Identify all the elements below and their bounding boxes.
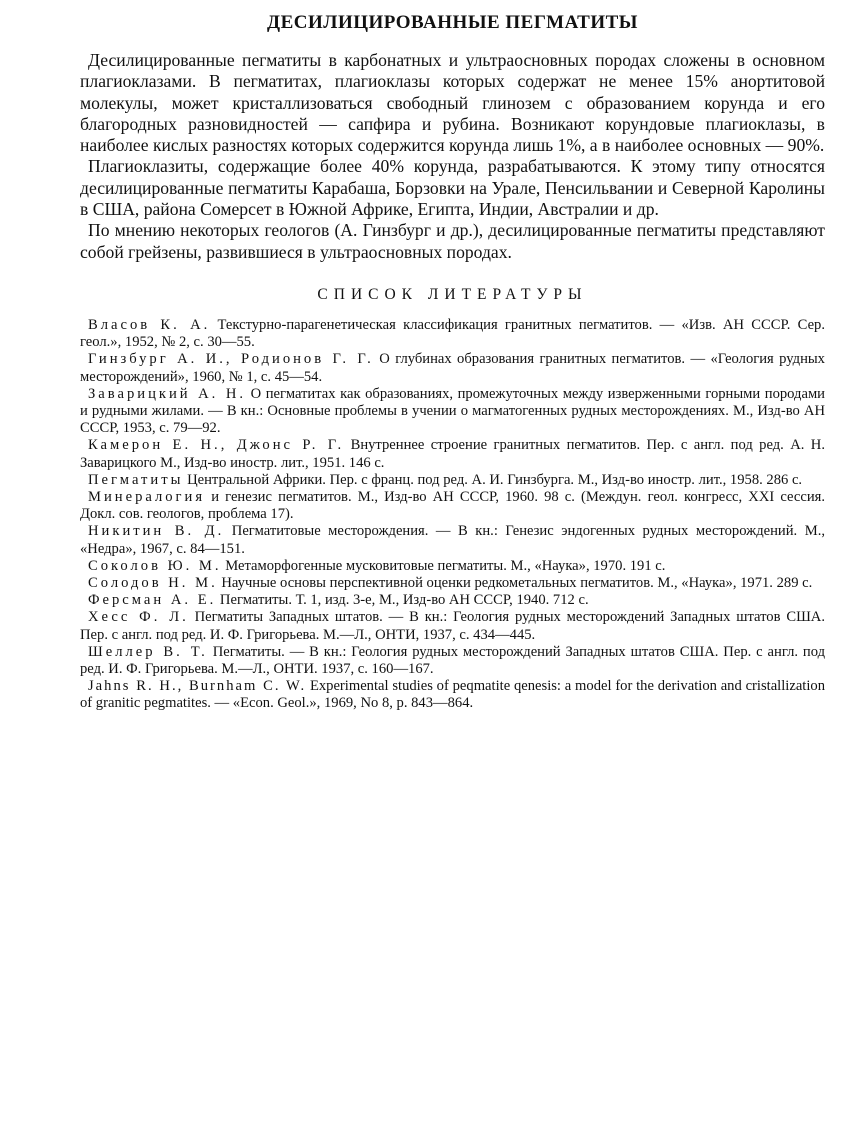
reference-author: Камерон Е. Н., Джонс Р. Г.	[88, 437, 345, 454]
reference-item	[80, 472, 825, 489]
reference-author: Шеллер В. Т.	[88, 643, 208, 660]
reference-item	[80, 592, 825, 609]
reference-item	[80, 489, 825, 523]
reference-text: Пегматиты. Т. 1, изд. 3-е, М., Изд-во АН СССР, 1940. 712 с.	[219, 592, 589, 609]
reference-author: Власов К. А.	[88, 316, 211, 333]
reference-text: О пегматитах как образованиях, промежуточных между изверженными горными породами и рудными жилами. — В кн.: Основные проблемы в учении о магматогенных рудных месторождениях. М., Изд-во АН СССР, 1953, с. 79—92.	[80, 385, 825, 437]
reference-author: Пегматиты	[88, 471, 184, 488]
reference-text: и генезис пегматитов. М., Изд-во АН СССР, 1960. 98 с. (Междун. геол. конгресс, XXI сессия. Докл. сов. геологов, проблема 17).	[80, 489, 825, 523]
reference-author: Никитин В. Д.	[88, 523, 225, 540]
page	[80, 10, 825, 713]
reference-item	[80, 523, 825, 557]
reference-text: Пегматитовые месторождения. — В кн.: Генезис эндогенных рудных месторождений. М., «Недра», 1967, с. 84—151.	[80, 523, 825, 557]
paragraph-1	[80, 50, 825, 156]
reference-text: О глубинах образования гранитных пегматитов. — «Геология рудных месторождений», 1960, № 1, с. 45—54.	[80, 351, 825, 385]
reference-item	[80, 558, 825, 575]
reference-author: Jahns R. H., Burnham C. W.	[88, 678, 307, 695]
reference-item	[80, 317, 825, 351]
reference-author: Ферсман А. Е.	[88, 592, 217, 609]
paragraph-2	[80, 156, 825, 220]
reference-author: Заварицкий А. Н.	[88, 385, 247, 402]
reference-text: Метаморфогенные мусковитовые пегматиты. М., «Наука», 1970. 191 с.	[225, 557, 666, 574]
reference-text: Центральной Африки. Пер. с франц. под ред. А. И. Гинзбурга. М., Изд-во иностр. лит., 1958. 286 с.	[187, 471, 803, 488]
reference-text: Внутреннее строение гранитных пегматитов. Пер. с англ. под ред. А. Н. Заварицкого М., Изд-во иностр. лит., 1951. 146 с.	[80, 437, 825, 471]
reference-item	[80, 437, 825, 471]
reference-item	[80, 386, 825, 438]
section-title: ДЕСИЛИЦИРОВАННЫЕ ПЕГМАТИТЫ	[267, 12, 638, 33]
reference-item	[80, 644, 825, 678]
reference-text: Текстурно-парагенетическая классификация гранитных пегматитов. — «Изв. АН СССР. Сер. геол.», 1952, № 2, с. 30—55.	[80, 316, 825, 351]
paragraph-3-text: По мнению некоторых геологов (А. Гинзбург и др.), десилицированные пегматиты представляют собой грейзены, развившиеся в ультраосновных породах.	[80, 220, 825, 262]
reference-author: Хесс Ф. Л.	[88, 609, 189, 626]
reference-text: Пегматиты. — В кн.: Геология рудных месторождений Западных штатов США. Пер. с англ. под ред. И. Ф. Григорьева. М.—Л., ОНТИ. 1937, с. 160—167.	[80, 643, 826, 678]
references-list	[80, 317, 825, 713]
reference-item	[80, 609, 825, 643]
reference-item	[80, 351, 825, 385]
reference-text: Пегматиты Западных штатов. — В кн.: Геология рудных месторождений Западных штатов США. Пер. с англ. под ред. И. Ф. Григорьева. М.—Л., ОНТИ, 1937, с. 434—445.	[80, 609, 825, 643]
reference-item	[80, 575, 825, 592]
reference-author: Солодов Н. М.	[88, 575, 218, 592]
paragraph-2-text: Плагиоклазиты, содержащие более 40% корунда, разрабатываются. К этому типу относятся десилицированные пегматиты Карабаша, Борзовки на Урале, Пенсильвании и Северной Каролины в США, района Сомерсет в Южной Африке, Египта, Индии, Австралии и др.	[80, 156, 825, 220]
paragraph-3	[80, 220, 825, 263]
reference-author: Соколов Ю. М.	[88, 557, 222, 574]
paragraph-1-text: Десилицированные пегматиты в карбонатных и ультраосновных породах сложены в основном плагиоклазами. В пегматитах, плагиоклазы которых содержат не менее 15% анортитовой молекулы, может кристаллизоваться свободный глинозем с образованием корунда и его благородных разновидностей — сапфира и рубина. Возникают корундовые плагиоклазы, в наиболее кислых разностях которых содержится корунда лишь 1%, а в наиболее основных — 90%.	[80, 50, 825, 156]
reference-author: Гинзбург А. И., Родионов Г. Г.	[88, 351, 374, 368]
reference-text: Experimental studies of peqmatite qenesis: a model for the derivation and cristallization of granitic pegmatites. — «Econ. Geol.», 1969, No 8, p. 843—864.	[80, 678, 825, 712]
reference-item	[80, 678, 825, 712]
references-title: СПИСОК ЛИТЕРАТУРЫ	[317, 285, 588, 303]
reference-author: Минералогия	[88, 489, 206, 505]
reference-text: Научные основы перспективной оценки редкометальных пегматитов. М., «Наука», 1971. 289 с.	[221, 575, 813, 592]
